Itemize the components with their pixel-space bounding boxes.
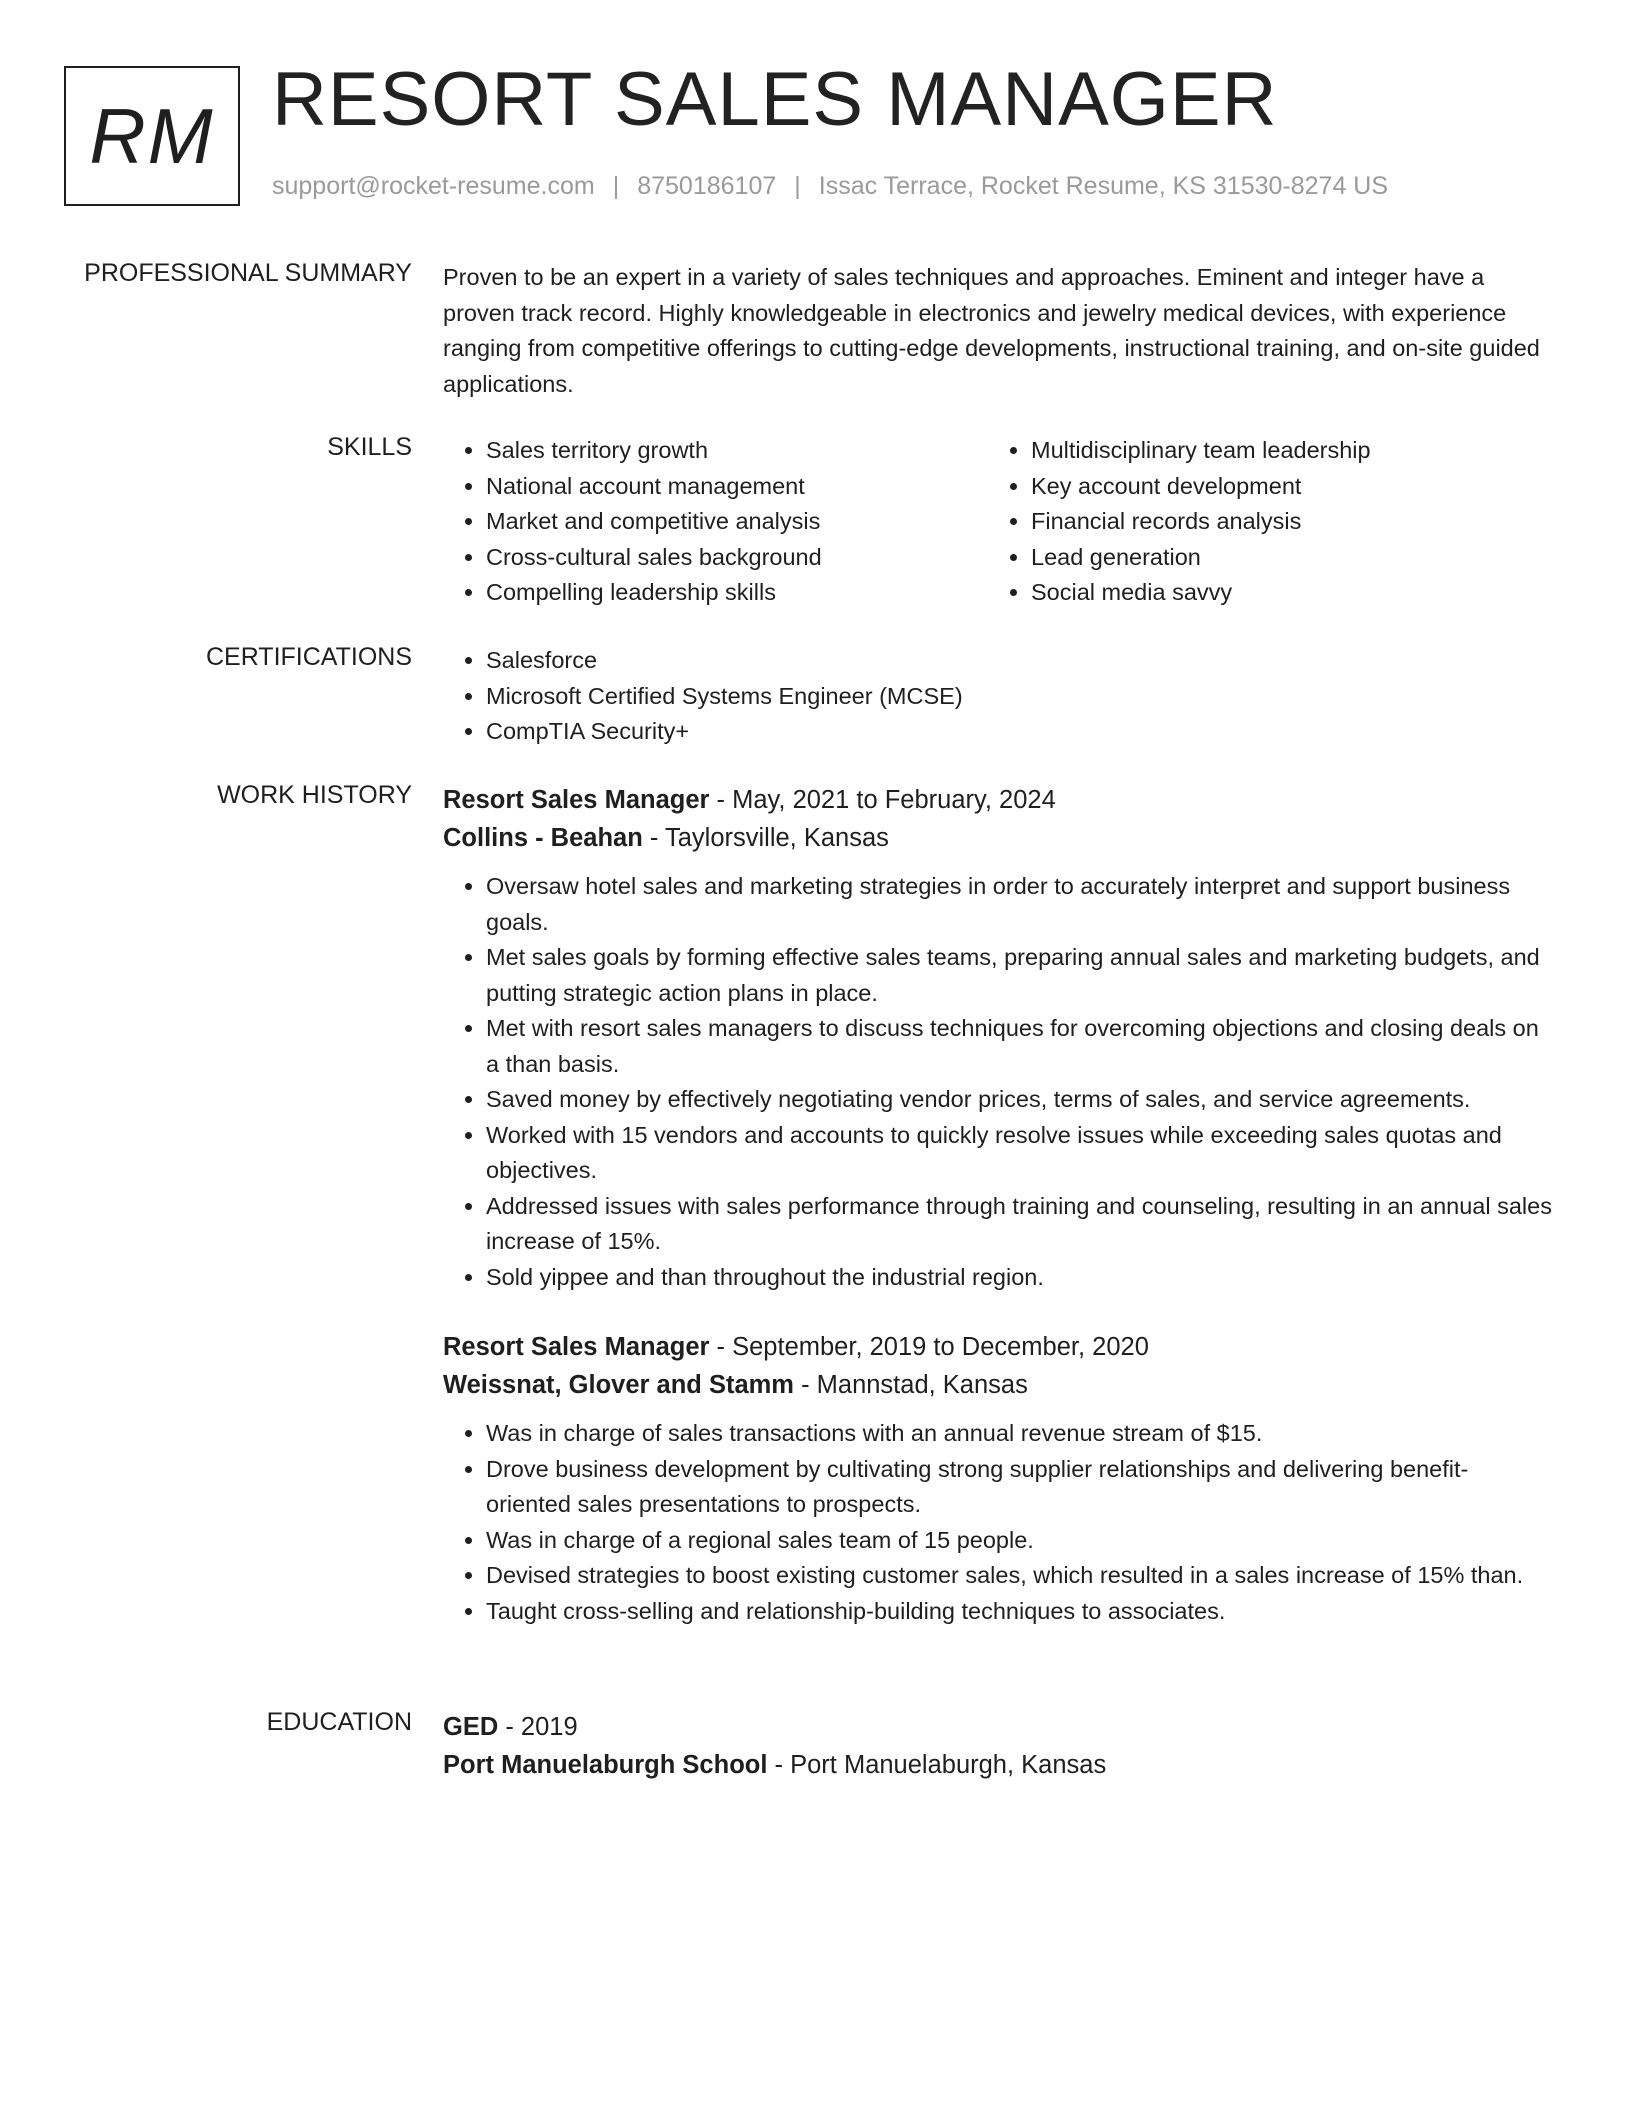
list-item: • Social media savvy bbox=[1031, 575, 1533, 611]
list-item: • Met sales goals by forming effective sales teams, preparing annual sales and marketing budgets, and putting strategic action plans in place. bbox=[486, 940, 1553, 1011]
job-title-line bbox=[443, 1328, 1553, 1366]
job-title-line bbox=[443, 781, 1553, 819]
list-item: • Salesforce bbox=[486, 643, 1553, 679]
summary-text: Proven to be an expert in a variety of sales techniques and approaches. Eminent and integer have a proven track record. Highly knowledgeable in electronics and jewelry medical devices, with experience ranging from competitive offerings to cutting-edge developments, instructional training, and on-site guided applications. bbox=[443, 264, 1540, 397]
list-item: • Lead generation bbox=[1031, 540, 1533, 576]
school-line bbox=[443, 1746, 1553, 1784]
job-bullet-list bbox=[443, 869, 1553, 1295]
list-item: • CompTIA Security+ bbox=[486, 714, 1553, 750]
list-item: • Compelling leadership skills bbox=[486, 575, 988, 611]
list-item: • Taught cross-selling and relationship-building techniques to associates. bbox=[486, 1594, 1553, 1630]
degree-year: - 2019 bbox=[498, 1713, 578, 1741]
job-location: - Mannstad, Kansas bbox=[793, 1371, 1028, 1399]
degree: GED bbox=[443, 1713, 499, 1741]
job-location: - Taylorsville, Kansas bbox=[642, 824, 889, 852]
list-item: • Worked with 15 vendors and accounts to quickly resolve issues while exceeding sales quotas and objectives. bbox=[486, 1118, 1553, 1189]
skills-body bbox=[443, 433, 1553, 611]
list-item: • Was in charge of sales transactions with an annual revenue stream of $15. bbox=[486, 1416, 1553, 1452]
contact-separator: | bbox=[612, 172, 620, 200]
job-dates: - September, 2019 to December, 2020 bbox=[709, 1333, 1149, 1361]
certifications-body bbox=[443, 643, 1553, 750]
job-company: Weissnat, Glover and Stamm bbox=[443, 1371, 794, 1399]
list-item: • Saved money by effectively negotiating vendor prices, terms of sales, and service agreements. bbox=[486, 1082, 1553, 1118]
section-label-work-history: WORK HISTORY bbox=[217, 781, 412, 809]
job-entry bbox=[443, 781, 1553, 1295]
list-item: • Met with resort sales managers to discuss techniques for overcoming objections and closing deals on a than basis. bbox=[486, 1011, 1553, 1082]
phone-text: 8750186107 bbox=[637, 172, 777, 200]
job-title: Resort Sales Manager bbox=[443, 786, 710, 814]
list-item: • Market and competitive analysis bbox=[486, 504, 988, 540]
list-item: • Oversaw hotel sales and marketing strategies in order to accurately interpret and support business goals. bbox=[486, 869, 1553, 940]
email-text: support@rocket-resume.com bbox=[272, 172, 595, 200]
list-item: • Sales territory growth bbox=[486, 433, 988, 469]
section-label-certifications: CERTIFICATIONS bbox=[205, 643, 412, 671]
work-history-body bbox=[443, 781, 1553, 1629]
school-name: Port Manuelaburgh School bbox=[443, 1751, 768, 1779]
list-item: • Was in charge of a regional sales team of 15 people. bbox=[486, 1523, 1553, 1559]
section-label-summary: PROFESSIONAL SUMMARY bbox=[84, 259, 412, 287]
job-company-line bbox=[443, 1366, 1553, 1404]
monogram-logo: RM bbox=[64, 66, 240, 206]
contact-separator: | bbox=[794, 172, 801, 200]
job-dates: - May, 2021 to February, 2024 bbox=[709, 786, 1056, 814]
school-location: - Port Manuelaburgh, Kansas bbox=[767, 1751, 1107, 1779]
list-item: • National account management bbox=[486, 469, 988, 505]
degree-line bbox=[443, 1708, 1553, 1746]
job-title: Resort Sales Manager bbox=[443, 1333, 710, 1361]
job-company-line bbox=[443, 819, 1553, 857]
job-entry bbox=[443, 1328, 1553, 1629]
address-text: Issac Terrace, Rocket Resume, KS 31530-8274 US bbox=[818, 172, 1389, 200]
section-label-education: EDUCATION bbox=[266, 1708, 412, 1736]
list-item: • Devised strategies to boost existing customer sales, which resulted in a sales increase of 15% than. bbox=[486, 1558, 1553, 1594]
job-company: Collins - Beahan bbox=[443, 824, 643, 852]
page-title: RESORT SALES MANAGER bbox=[272, 57, 1278, 142]
list-item: • Cross-cultural sales background bbox=[486, 540, 988, 576]
skills-list-left bbox=[443, 433, 988, 611]
list-item: • Microsoft Certified Systems Engineer (MCSE) bbox=[486, 679, 1553, 715]
list-item: • Addressed issues with sales performance through training and counseling, resulting in an annual sales increase of 15%. bbox=[486, 1189, 1553, 1260]
education-body bbox=[443, 1708, 1553, 1784]
list-item: • Multidisciplinary team leadership bbox=[1031, 433, 1533, 469]
skills-list-right bbox=[988, 433, 1533, 611]
list-item: • Sold yippee and than throughout the industrial region. bbox=[486, 1260, 1553, 1296]
list-item: • Drove business development by cultivating strong supplier relationships and delivering benefit-oriented sales presentations to prospects. bbox=[486, 1452, 1553, 1523]
list-item: • Financial records analysis bbox=[1031, 504, 1533, 540]
certifications-list bbox=[443, 643, 1553, 750]
job-bullet-list bbox=[443, 1416, 1553, 1629]
section-label-skills: SKILLS bbox=[327, 433, 412, 461]
list-item: • Key account development bbox=[1031, 469, 1533, 505]
contact-line bbox=[272, 172, 1388, 201]
